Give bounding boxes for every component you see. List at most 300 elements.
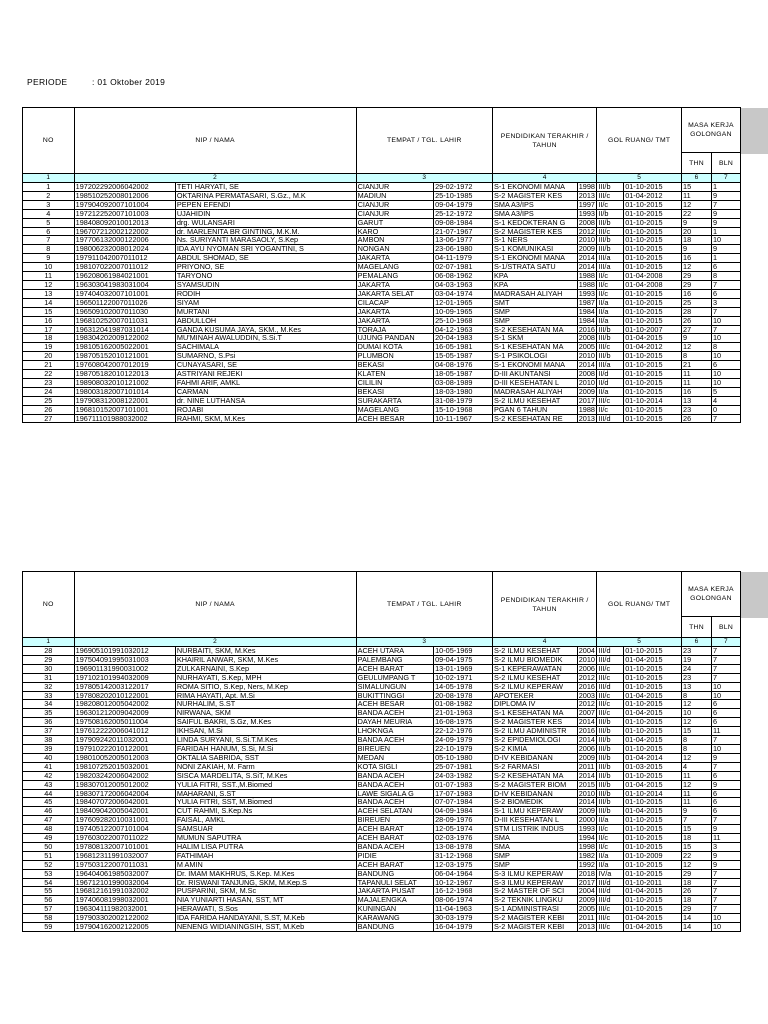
cell-tgl-lahir: 09-08-1984 — [434, 218, 493, 227]
cell-tempat-lahir: KOTA SIGLI — [356, 762, 433, 771]
cell-masa-bln: 0 — [712, 405, 741, 414]
cell-pendidikan: S-1 ADMINISTRASI — [493, 905, 578, 914]
cell-nip: 197911042007011012 — [74, 254, 175, 263]
cell-tgl-lahir: 21-07-1967 — [434, 227, 493, 236]
cell-gol: III/a — [597, 361, 624, 370]
cell-masa-bln: 10 — [712, 370, 741, 379]
cell-tempat-lahir: BANDA ACEH — [356, 736, 433, 745]
cell-masa-bln: 8 — [712, 272, 741, 281]
cell-tempat-lahir: JAKARTA — [356, 316, 433, 325]
cell-masa-thn: 12 — [682, 780, 712, 789]
cell-nama: ZULKARNAINI, S.Kep — [175, 664, 356, 673]
cell-tahun-lulus: 2009 — [578, 387, 595, 396]
cell-tahun-lulus: 2012 — [578, 673, 595, 682]
cell-nip: 196810152007101001 — [74, 405, 175, 414]
cell-tahun-lulus: 2008 — [578, 218, 595, 227]
col-index: 2 — [74, 638, 356, 647]
cell-nama: SAMSUAR — [175, 825, 356, 834]
cell-tgl-lahir: 12-01-1965 — [434, 298, 493, 307]
cell-pendidikan: S-1 ILMU KEPERAW — [493, 807, 578, 816]
cell-nama: dr. MARLENITA BR GINTING, M.K.M. — [175, 227, 356, 236]
cell-masa-thn: 16 — [682, 254, 712, 263]
cell-nip: 197805142003122017 — [74, 682, 175, 691]
cell-nip: 196901131990031002 — [74, 664, 175, 673]
cell-masa-thn: 12 — [682, 343, 712, 352]
table-row — [23, 343, 741, 352]
cell-tmt: 01-10-2015 — [624, 905, 682, 914]
table-row — [23, 272, 741, 281]
col-header-no: NO — [23, 572, 75, 638]
table-row — [23, 352, 741, 361]
cell-masa-thn: 29 — [682, 869, 712, 878]
cell-nama: RODIH — [175, 289, 356, 298]
cell-nama: ASTRIYANI REJEKI — [175, 370, 356, 379]
table-row — [23, 905, 741, 914]
cell-nama: NENENG WIDIANINGSIH, SST, M.Keb — [175, 923, 356, 932]
table-row — [23, 914, 741, 923]
cell-gol: II/a — [597, 860, 624, 869]
cell-nama: CUNAYASARI, SE — [175, 361, 356, 370]
cell-tgl-lahir: 22-10-1979 — [434, 744, 493, 753]
cell-tempat-lahir: BANDUNG — [356, 869, 433, 878]
cell-no: 58 — [23, 914, 75, 923]
cell-tahun-lulus: 1984 — [578, 307, 595, 316]
cell-gol: II/b — [597, 209, 624, 218]
table-row — [23, 896, 741, 905]
table-row — [23, 664, 741, 673]
cell-tmt: 01-10-2015 — [624, 200, 682, 209]
cell-nama: drg. WULANSARI — [175, 218, 356, 227]
cell-nip: 197609282010031001 — [74, 816, 175, 825]
cell-no: 53 — [23, 869, 75, 878]
cell-masa-bln: 7 — [712, 414, 741, 423]
table-row — [23, 280, 741, 289]
table-row — [23, 236, 741, 245]
cell-tahun-lulus: 2010 — [578, 235, 595, 245]
cell-nama: NURHALIM, S.ST — [175, 700, 356, 709]
cell-gol: III/b — [597, 744, 624, 753]
cell-nama: SAIFUL BAKRI, S.Gz, M.Kes — [175, 718, 356, 727]
cell-no: 18 — [23, 334, 75, 343]
cell-masa-thn: 15 — [682, 842, 712, 851]
cell-masa-bln: 6 — [712, 771, 741, 780]
cell-pendidikan: KPA — [493, 272, 578, 281]
cell-masa-thn: 9 — [682, 807, 712, 816]
cell-tahun-lulus: 2000 — [578, 815, 595, 825]
cell-no: 19 — [23, 343, 75, 352]
cell-tahun-lulus: 2010 — [578, 378, 595, 387]
cell-masa-bln: 10 — [712, 378, 741, 387]
cell-pendidikan: S-2 KESEHATAN MA — [493, 771, 578, 780]
cell-nip: 197612222006041012 — [74, 727, 175, 736]
cell-masa-thn: 27 — [682, 325, 712, 334]
cell-masa-bln: 6 — [712, 789, 741, 798]
cell-tmt: 01-10-2015 — [624, 834, 682, 843]
cell-nip: 198307172006042004 — [74, 789, 175, 798]
cell-nip: 197202292006042002 — [74, 183, 175, 192]
cell-masa-thn: 12 — [682, 200, 712, 209]
cell-tgl-lahir: 23-06-1980 — [434, 245, 493, 254]
cell-gol: III/b — [597, 807, 624, 816]
cell-pendidikan: D-III KESEHATAN L — [493, 816, 578, 825]
cell-masa-bln: 3 — [712, 842, 741, 851]
cell-nip: 196509102007011030 — [74, 307, 175, 316]
cell-gol: III/b — [597, 325, 624, 334]
cell-masa-bln: 6 — [712, 709, 741, 718]
gray-side-marker — [741, 572, 768, 618]
cell-tempat-lahir: JAKARTA SELAT — [356, 289, 433, 298]
cell-no: 22 — [23, 370, 75, 379]
cell-nip: 198705182010122013 — [74, 370, 175, 379]
cell-nama: SACHIMALA — [175, 343, 356, 352]
cell-tempat-lahir: ACEH BARAT — [356, 834, 433, 843]
cell-tgl-lahir: 01-07-1983 — [434, 780, 493, 789]
cell-tempat-lahir: PLUMBON — [356, 352, 433, 361]
cell-tempat-lahir: NONGAN — [356, 245, 433, 254]
cell-pendidikan: D-IV KEBIDANAN — [493, 753, 578, 762]
cell-tempat-lahir: GEULUMPANG T — [356, 673, 433, 682]
cell-tempat-lahir: BIREUEN — [356, 744, 433, 753]
cell-gol: II/a — [597, 851, 624, 860]
cell-tmt: 01-10-2015 — [624, 744, 682, 753]
cell-nip: 196303041983031004 — [74, 280, 175, 289]
cell-masa-thn: 15 — [682, 183, 712, 192]
cell-tmt: 01-10-2015 — [624, 664, 682, 673]
cell-tempat-lahir: JAKARTA PUSAT — [356, 887, 433, 896]
cell-gol: III/d — [597, 655, 624, 664]
cell-masa-bln: 4 — [712, 396, 741, 405]
cell-tmt: 01-10-2014 — [624, 396, 682, 405]
cell-tgl-lahir: 20-08-1978 — [434, 691, 493, 700]
cell-tempat-lahir: CILILIN — [356, 378, 433, 387]
cell-nip: 198705152010121001 — [74, 352, 175, 361]
cell-masa-bln: 6 — [712, 700, 741, 709]
cell-nama: PRIYONO, SE — [175, 263, 356, 272]
cell-masa-bln: 6 — [712, 361, 741, 370]
cell-masa-bln: 7 — [712, 869, 741, 878]
cell-tempat-lahir: CILACAP — [356, 298, 433, 307]
cell-masa-bln: 7 — [712, 816, 741, 825]
cell-tahun-lulus: 2004 — [578, 886, 595, 896]
cell-tgl-lahir: 13-01-1969 — [434, 664, 493, 673]
cell-tmt: 01-10-2015 — [624, 307, 682, 316]
cell-gol: III/d — [597, 878, 624, 887]
cell-gol: IV/a — [597, 869, 624, 878]
cell-tgl-lahir: 31-12-1968 — [434, 851, 493, 860]
cell-pendidikan: SMP — [493, 307, 578, 316]
cell-tgl-lahir: 02-03-1976 — [434, 834, 493, 843]
table-row — [23, 851, 741, 860]
cell-nama: MURTANI — [175, 307, 356, 316]
cell-nip: 198006232008012024 — [74, 245, 175, 254]
cell-masa-bln: 7 — [712, 280, 741, 289]
cell-tahun-lulus: 2012 — [578, 227, 595, 236]
cell-tgl-lahir: 04-11-1979 — [434, 254, 493, 263]
col-header-nip-nama: NIP / NAMA — [74, 108, 356, 174]
cell-masa-thn: 26 — [682, 316, 712, 325]
cell-pendidikan: S-1 KEPERAWATAN — [493, 664, 578, 673]
table-row — [23, 405, 741, 414]
periode — [27, 77, 165, 87]
cell-nama: NIRWANA, SKM — [175, 709, 356, 718]
cell-tahun-lulus: 2016 — [578, 682, 595, 691]
cell-gol: III/c — [597, 914, 624, 923]
cell-pendidikan: S-2 ILMU BIOMEDIK — [493, 655, 578, 664]
cell-masa-thn: 14 — [682, 923, 712, 932]
cell-tempat-lahir: MADIUN — [356, 191, 433, 200]
cell-nip: 197508162005011004 — [74, 718, 175, 727]
cell-no: 9 — [23, 254, 75, 263]
employee-table — [22, 107, 741, 423]
cell-pendidikan: APOTEKER — [493, 691, 578, 700]
cell-tempat-lahir: ACEH BESAR — [356, 414, 433, 423]
table-row — [23, 869, 741, 878]
cell-tahun-lulus: 2014 — [578, 717, 595, 727]
cell-tempat-lahir: BIREUEN — [356, 816, 433, 825]
cell-tahun-lulus: 2009 — [578, 895, 595, 905]
cell-masa-thn: 8 — [682, 352, 712, 361]
cell-tmt: 01-10-2015 — [624, 352, 682, 361]
table-row — [23, 218, 741, 227]
table-row — [23, 807, 741, 816]
col-header-bln: BLN — [712, 617, 741, 638]
cell-nip: 197904162002122005 — [74, 923, 175, 932]
cell-tmt: 01-10-2015 — [624, 370, 682, 379]
cell-tmt: 01-10-2015 — [624, 718, 682, 727]
table-row — [23, 887, 741, 896]
col-header-masa-kerja: MASA KERJA GOLONGAN — [682, 108, 741, 153]
cell-tahun-lulus: 2017 — [578, 878, 595, 887]
cell-tempat-lahir: MEDAN — [356, 753, 433, 762]
col-header-bln: BLN — [712, 153, 741, 174]
cell-nip: 196312041987031014 — [74, 325, 175, 334]
col-index: 3 — [356, 174, 492, 183]
cell-tempat-lahir: UJUNG PANDAN — [356, 334, 433, 343]
cell-tmt: 01-10-2015 — [624, 647, 682, 656]
cell-nama: OKTARINA PERMATASARI, S.Gz., M.K — [175, 191, 356, 200]
cell-tahun-lulus: 1987 — [578, 298, 595, 307]
cell-tmt: 01-10-2015 — [624, 227, 682, 236]
cell-no: 26 — [23, 405, 75, 414]
cell-masa-thn: 4 — [682, 762, 712, 771]
cell-tmt: 01-04-2015 — [624, 655, 682, 664]
cell-pendidikan: S-2 KESEHATAN RE — [493, 414, 578, 423]
cell-nip: 198107022007011012 — [74, 263, 175, 272]
cell-gol: II/a — [597, 816, 624, 825]
cell-no: 51 — [23, 851, 75, 860]
cell-masa-thn: 29 — [682, 905, 712, 914]
cell-tmt: 01-04-2015 — [624, 736, 682, 745]
cell-masa-bln: 3 — [712, 298, 741, 307]
cell-gol: III/b — [597, 183, 624, 192]
cell-tahun-lulus: 2014 — [578, 797, 595, 807]
cell-nip: 196812161991032002 — [74, 887, 175, 896]
cell-gol: III/d — [597, 887, 624, 896]
cell-tgl-lahir: 28-09-1976 — [434, 816, 493, 825]
table-row — [23, 798, 741, 807]
cell-masa-thn: 23 — [682, 405, 712, 414]
cell-gol: III/b — [597, 762, 624, 771]
periode-label: PERIODE — [27, 77, 68, 87]
cell-gol: III/b — [597, 789, 624, 798]
cell-no: 4 — [23, 209, 75, 218]
cell-gol: III/c — [597, 396, 624, 405]
cell-pendidikan: S-1 EKONOMI MANA — [493, 183, 578, 192]
cell-masa-thn: 11 — [682, 370, 712, 379]
cell-masa-thn: 19 — [682, 655, 712, 664]
table-row — [23, 378, 741, 387]
cell-masa-thn: 8 — [682, 691, 712, 700]
cell-pendidikan: S-2 FARMASI — [493, 762, 578, 771]
table-row — [23, 655, 741, 664]
col-header-tempat-tgl-lahir: TEMPAT / TGL. LAHIR — [356, 572, 492, 638]
cell-masa-thn: 9 — [682, 245, 712, 254]
cell-pendidikan: S-2 ILMU KESEHAT — [493, 673, 578, 682]
cell-no: 54 — [23, 878, 75, 887]
cell-tahun-lulus: 1998 — [578, 842, 595, 851]
cell-masa-thn: 11 — [682, 798, 712, 807]
cell-tmt: 01-10-2015 — [624, 298, 682, 307]
cell-no: 46 — [23, 807, 75, 816]
cell-nama: PEPEN EFENDI — [175, 200, 356, 209]
cell-tmt: 01-04-2008 — [624, 280, 682, 289]
col-index: 5 — [597, 638, 682, 647]
cell-tmt: 01-04-2015 — [624, 807, 682, 816]
cell-tgl-lahir: 06-08-1962 — [434, 272, 493, 281]
cell-nip: 196301212009042009 — [74, 709, 175, 718]
cell-masa-thn: 15 — [682, 727, 712, 736]
cell-nama: NIA YUNIARTI HASAN, SST, MT — [175, 896, 356, 905]
col-index: 2 — [74, 174, 356, 183]
cell-tgl-lahir: 25-12-1972 — [434, 209, 493, 218]
cell-pendidikan: D-III KESEHATAN L — [493, 378, 578, 387]
cell-tahun-lulus: 2014 — [578, 735, 595, 745]
cell-no: 15 — [23, 307, 75, 316]
cell-nama: FAISAL, AMKL — [175, 816, 356, 825]
cell-gol: III/c — [597, 923, 624, 932]
cell-tempat-lahir: BANDA ACEH — [356, 771, 433, 780]
cell-masa-thn: 16 — [682, 387, 712, 396]
cell-no: 11 — [23, 272, 75, 281]
cell-pendidikan: S-1 NERS — [493, 236, 578, 245]
cell-no: 23 — [23, 378, 75, 387]
table-row — [23, 878, 741, 887]
cell-pendidikan: S-2 MASTER OF SCI — [493, 887, 578, 896]
cell-no: 17 — [23, 325, 75, 334]
cell-tahun-lulus: 2005 — [578, 904, 595, 914]
table-row — [23, 923, 741, 932]
cell-gol: III/c — [597, 343, 624, 352]
cell-masa-bln: 7 — [712, 655, 741, 664]
cell-tahun-lulus: 1984 — [578, 316, 595, 325]
cell-masa-bln: 9 — [712, 825, 741, 834]
cell-gol: III/c — [597, 227, 624, 236]
cell-tgl-lahir: 29-02-1972 — [434, 183, 493, 192]
cell-masa-bln: 7 — [712, 647, 741, 656]
cell-pendidikan: S-1 KEDOKTERAN G — [493, 218, 578, 227]
cell-nip: 197504091995031003 — [74, 655, 175, 664]
cell-masa-thn: 12 — [682, 753, 712, 762]
cell-gol: II/c — [597, 280, 624, 289]
col-header-thn: THN — [682, 153, 712, 174]
cell-pendidikan: S-2 EPIDEMIOLOGI — [493, 736, 578, 745]
cell-gol: II/c — [597, 289, 624, 298]
table-row — [23, 200, 741, 209]
cell-tmt: 01-04-2015 — [624, 780, 682, 789]
col-index: 6 — [682, 174, 712, 183]
cell-tempat-lahir: BANDA ACEH — [356, 798, 433, 807]
table-row — [23, 227, 741, 236]
cell-tahun-lulus: 1988 — [578, 405, 595, 414]
cell-masa-thn: 11 — [682, 191, 712, 200]
cell-nama: FATHIMAH — [175, 851, 356, 860]
cell-tgl-lahir: 03-08-1989 — [434, 378, 493, 387]
cell-tmt: 01-10-2014 — [624, 789, 682, 798]
cell-no: 40 — [23, 753, 75, 762]
cell-nip: 196501122007011026 — [74, 298, 175, 307]
cell-tmt: 01-10-2015 — [624, 289, 682, 298]
cell-pendidikan: S-2 TEKNIK LINGKU — [493, 896, 578, 905]
cell-gol: III/c — [597, 191, 624, 200]
cell-nip: 196707212002122002 — [74, 227, 175, 236]
cell-tmt: 01-10-2015 — [624, 263, 682, 272]
cell-masa-bln: 9 — [712, 860, 741, 869]
cell-tmt: 01-04-2014 — [624, 753, 682, 762]
cell-tempat-lahir: BANDUNG — [356, 923, 433, 932]
cell-tahun-lulus: 2011 — [577, 762, 597, 771]
cell-masa-thn: 18 — [682, 896, 712, 905]
table-row — [23, 387, 741, 396]
cell-no: 25 — [23, 396, 75, 405]
cell-masa-bln: 9 — [712, 780, 741, 789]
cell-tempat-lahir: TAPANULI SELAT — [356, 878, 433, 887]
cell-pendidikan: SMT — [493, 298, 578, 307]
cell-tempat-lahir: PIDIE — [356, 851, 433, 860]
cell-nip: 198003182007101014 — [74, 387, 175, 396]
cell-gol: II/c — [597, 272, 624, 281]
cell-nama: SISCA MARDELITA, S.SiT, M.Kes — [175, 771, 356, 780]
table-row — [23, 647, 741, 656]
cell-nama: TARYONO — [175, 272, 356, 281]
cell-nama: TETI HARYATI, SE — [175, 183, 356, 192]
cell-gol: II/c — [597, 405, 624, 414]
cell-nama: HALIM LISA PUTRA — [175, 842, 356, 851]
table-row — [23, 682, 741, 691]
cell-gol: III/b — [597, 780, 624, 789]
cell-masa-bln: 6 — [712, 807, 741, 816]
cell-nip: 198408092010012013 — [74, 218, 175, 227]
cell-tempat-lahir: CIANJUR — [356, 209, 433, 218]
cell-tgl-lahir: 10-12-1967 — [434, 878, 493, 887]
cell-nip: 196810252007011031 — [74, 316, 175, 325]
table-row — [23, 718, 741, 727]
cell-masa-bln: 7 — [712, 736, 741, 745]
cell-nama: YULIA FITRI, SST, M.Biomed — [175, 798, 356, 807]
cell-tahun-lulus: 2013 — [578, 191, 595, 200]
cell-gol: III/c — [597, 709, 624, 718]
cell-tempat-lahir: KLATEN — [356, 370, 433, 379]
cell-no: 41 — [23, 762, 75, 771]
cell-nama: CUT RAHMI, S.Kep.Ns — [175, 807, 356, 816]
cell-tgl-lahir: 03-04-1974 — [434, 289, 493, 298]
cell-masa-bln: 1 — [712, 183, 741, 192]
cell-gol: II/c — [597, 200, 624, 209]
cell-tmt: 01-10-2015 — [624, 414, 682, 423]
cell-nip: 197908312008122001 — [74, 396, 175, 405]
cell-nip: 197603022007011022 — [74, 834, 175, 843]
cell-pendidikan: S-2 ILMU KESEHAT — [493, 396, 578, 405]
cell-nip: 197608042007012019 — [74, 361, 175, 370]
